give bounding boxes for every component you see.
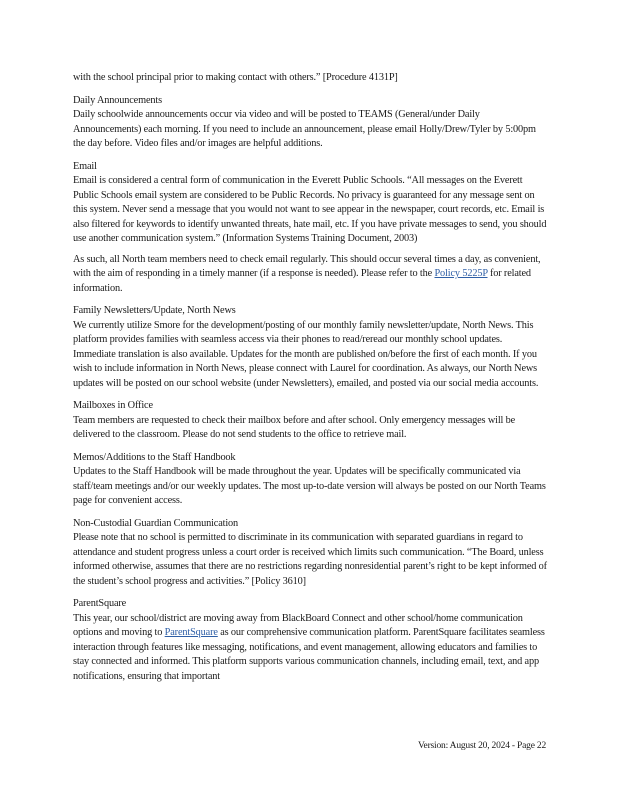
section-email xyxy=(73,160,547,297)
email-heading: Email xyxy=(73,160,97,172)
section-mailboxes xyxy=(73,399,547,443)
email-body-2 xyxy=(73,253,547,297)
parentsquare-body xyxy=(73,612,547,685)
section-family-newsletters xyxy=(73,304,547,391)
daily-announcements-body: Daily schoolwide announcements occur via video and will be posted to TEAMS (General/under Daily Announcements) each morning. If you need to include an announcement, please email Holly/Drew/Tyler by 5:00pm the day before. Video files and/or images are helpful additions. xyxy=(73,109,536,149)
daily-announcements-heading: Daily Announcements xyxy=(73,94,162,106)
parentsquare-body-post: as our comprehensive communication platform. ParentSquare facilitates seamless interaction through features like messaging, notifications, and event management, allowing educators and families to stay connected and informed. This platform supports various communication channels, including email, text, and app notifications, ensuring that important xyxy=(73,627,545,682)
intro-text: with the school principal prior to making contact with others.” [Procedure 4131P] xyxy=(73,72,398,83)
section-parentsquare xyxy=(73,597,547,684)
policy-5225p-link[interactable]: Policy 5225P xyxy=(434,268,488,279)
memos-heading: Memos/Additions to the Staff Handbook xyxy=(73,451,236,463)
section-memos xyxy=(73,451,547,509)
mailboxes-body: Team members are requested to check their mailbox before and after school. Only emergency messages will be delivered to the classroom. Please do not send students to the office to retrieve mail. xyxy=(73,414,516,440)
page-content xyxy=(73,71,547,684)
parentsquare-heading: ParentSquare xyxy=(73,598,127,609)
family-newsletters-heading: Family Newsletters/Update, North News xyxy=(73,305,236,316)
parentsquare-link[interactable]: ParentSquare xyxy=(164,627,218,638)
email-body-2-post: for related information. xyxy=(73,268,531,294)
non-custodial-heading: Non-Custodial Guardian Communication xyxy=(73,517,239,529)
email-body-1: Email is considered a central form of communication in the Everett Public Schools. “All messages on the Everett Public Schools email system are considered to be Public Records. No privacy is guaranteed for any message sent on this system. Never send a message that you would not want to see appear in the newspaper, court records, etc. Email is also filtered for keywords to identify unwanted threats, hate mail, etc. If you have private messages to send, you should use another communication system.” (Information Systems Training Document, 2003) xyxy=(73,175,547,244)
memos-body: Updates to the Staff Handbook will be made throughout the year. Updates will be specifically communicated via staff/team meetings and/or our weekly updates. The most up-to-date version will always be posted on our North Teams page for convenient access. xyxy=(73,466,546,506)
section-non-custodial xyxy=(73,517,547,590)
non-custodial-body: Please note that no school is permitted to discriminate in its communication with separated guardians in regard to attendance and student progress unless a court order is received which limits such communication. “The Board, unless informed otherwise, assumes that there are no restrictions regarding nonresidential parent’s right to be kept informed of the student’s school progress and activities.” [Policy 3610] xyxy=(73,532,547,587)
parentsquare-body-pre: This year, our school/district are moving away from BlackBoard Connect and other school/home communication options and moving to xyxy=(73,612,523,638)
mailboxes-heading: Mailboxes in Office xyxy=(73,400,153,411)
page-footer: Version: August 20, 2024 - Page 22 xyxy=(417,741,546,751)
email-body-2-pre: As such, all North team members need to check email regularly. This should occur several times a day, as convenient, with the aim of responding in a timely manner (if a response is needed). Please refer to the xyxy=(73,253,541,279)
section-daily-announcements xyxy=(73,94,547,152)
family-newsletters-body: We currently utilize Smore for the development/posting of our monthly family newsletter/update, North News. This platform provides families with seamless access via their phones to read/reread our monthly school updates. Immediate translation is also available. Updates for the month are published on/before the first of each month. If you wish to include information in North News, please connect with Laurel for coordination. As always, our North News updates will be posted on our school website (under Newsletters), emailed, and posted via our social media accounts. xyxy=(73,319,539,389)
